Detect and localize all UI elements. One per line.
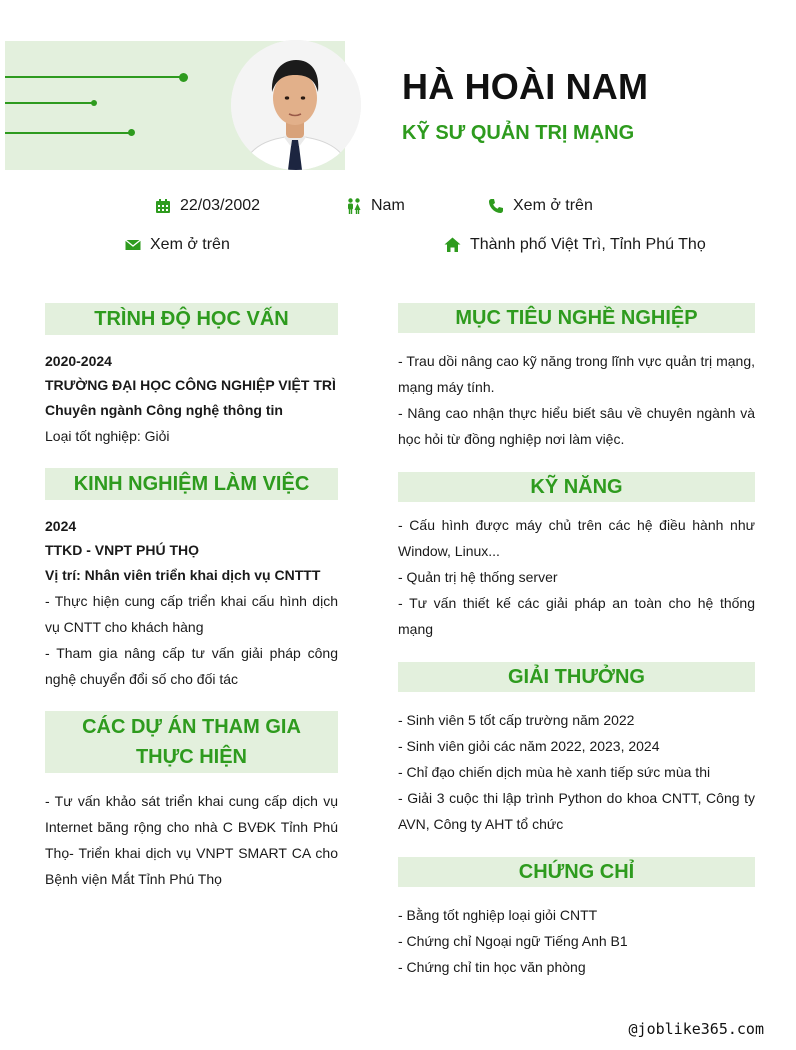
phone-info <box>488 197 593 215</box>
home-icon <box>444 237 461 253</box>
address-info <box>444 236 706 254</box>
certificates-section <box>398 902 755 980</box>
awards-item: - Giải 3 cuộc thi lập trình Python do khoa CNTT, Công ty AVN, Công ty AHT tổ chức <box>398 790 755 832</box>
envelope-icon <box>125 238 141 252</box>
awards-item: - Sinh viên giỏi các năm 2022, 2023, 2024 <box>398 738 660 754</box>
calendar-icon <box>155 198 171 214</box>
decorative-line <box>5 102 94 104</box>
objective-item: - Nâng cao nhận thực hiểu biết sâu về chuyên ngành và học hỏi từ đồng nghiệp nơi làm việc. <box>398 405 755 447</box>
experience-position: Vị trí: Nhân viên triển khai dịch vụ CNTTT <box>45 567 321 583</box>
certificates-item: - Bằng tốt nghiệp loại giỏi CNTT <box>398 907 598 923</box>
experience-item: - Thực hiện cung cấp triển khai cấu hình dịch vụ CNTT cho khách hàng <box>45 593 338 635</box>
education-major: Chuyên ngành Công nghệ thông tin <box>45 402 283 418</box>
phone-value: Xem ở trên <box>513 197 593 214</box>
birthdate-value: 22/03/2002 <box>180 197 261 214</box>
decorative-dot <box>128 129 135 136</box>
gender-info <box>346 197 405 215</box>
gender-value: Nam <box>371 197 405 214</box>
objective-section <box>398 348 755 452</box>
email-value: Xem ở trên <box>150 236 230 253</box>
skills-item: - Cấu hình được máy chủ trên các hệ điều hành như Window, Linux... <box>398 517 755 559</box>
profile-photo <box>231 40 361 170</box>
education-heading: TRÌNH ĐỘ HỌC VẤN <box>45 303 338 335</box>
certificates-item: - Chứng chỉ tin học văn phòng <box>398 959 586 975</box>
awards-item: - Sinh viên 5 tốt cấp trường năm 2022 <box>398 712 635 728</box>
education-years: 2020-2024 <box>45 353 112 369</box>
skills-item: - Tư vấn thiết kế các giải pháp an toàn cho hệ thống mạng <box>398 595 755 637</box>
experience-year: 2024 <box>45 518 77 534</box>
experience-item: - Tham gia nâng cấp tư vấn giải pháp công nghệ chuyển đổi số cho đối tác <box>45 645 338 687</box>
experience-section <box>45 514 338 692</box>
experience-company: TTKD - VNPT PHÚ THỌ <box>45 542 199 558</box>
skills-item: - Quản trị hệ thống server <box>398 569 558 585</box>
email-info <box>125 236 230 254</box>
watermark-text: @joblike365.com <box>628 1020 764 1038</box>
certificates-item: - Chứng chỉ Ngoại ngữ Tiếng Anh B1 <box>398 933 628 949</box>
education-school: TRƯỜNG ĐẠI HỌC CÔNG NGHIỆP VIỆT TRÌ <box>45 377 336 393</box>
skills-heading: KỸ NĂNG <box>398 472 755 502</box>
education-grade: Loại tốt nghiệp: Giỏi <box>45 428 170 444</box>
job-title: KỸ SƯ QUẢN TRỊ MẠNG <box>402 122 635 144</box>
objective-heading: MỤC TIÊU NGHỀ NGHIỆP <box>398 303 755 333</box>
experience-heading: KINH NGHIỆM LÀM VIỆC <box>45 468 338 500</box>
address-value: Thành phố Việt Trì, Tỉnh Phú Thọ <box>470 236 706 253</box>
awards-item: - Chỉ đạo chiến dịch mùa hè xanh tiếp sức mùa thi <box>398 764 711 780</box>
projects-heading: CÁC DỰ ÁN THAM GIA THỰC HIỆN <box>45 711 338 773</box>
candidate-name: HÀ HOÀI NAM <box>402 66 649 107</box>
awards-heading: GIẢI THƯỞNG <box>398 662 755 692</box>
gender-icon <box>346 198 362 214</box>
projects-text: - Tư vấn khảo sát triển khai cung cấp dịch vụ Internet băng rộng cho nhà C BVĐK Tỉnh Phú Thọ- Triển khai dịch vụ VNPT SMART CA cho Bệnh viện Mắt Tỉnh Phú Thọ <box>45 793 338 887</box>
decorative-dot <box>91 100 97 106</box>
skills-section <box>398 512 755 642</box>
objective-item: - Trau dồi nâng cao kỹ năng trong lĩnh vực quản trị mạng, mạng máy tính. <box>398 353 755 395</box>
decorative-line <box>5 76 183 78</box>
education-section <box>45 349 338 449</box>
phone-icon <box>488 198 504 214</box>
certificates-heading: CHỨNG CHỈ <box>398 857 755 887</box>
decorative-line <box>5 132 131 134</box>
decorative-dot <box>179 73 188 82</box>
awards-section <box>398 707 755 837</box>
birthdate-info <box>155 197 260 215</box>
